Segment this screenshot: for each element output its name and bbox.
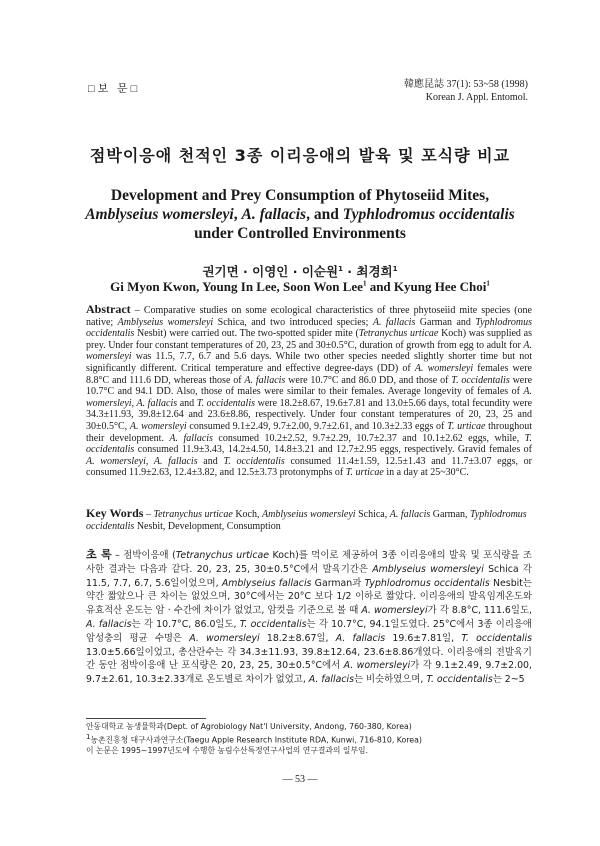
authors-kr-part2: · 최경희: [342, 264, 393, 279]
abstract-kr-text: 는 각 10.7°C, 86.0일도,: [131, 618, 240, 630]
abstract-text: consumed 9.1±2.49, 9.7±2.00, 9.7±2.61, and 10.3±2.33 eggs of: [186, 420, 448, 432]
abstract-species: Typhlodromus occidentalis: [86, 316, 532, 340]
authors-en-part1: Gi Myon Kwon, Young In Lee, Soon Won Lee: [110, 279, 363, 294]
section-label: □보 문□: [88, 83, 141, 95]
keywords-text: Garman,: [430, 509, 471, 520]
abstract-species: T. occidentalis: [86, 432, 532, 456]
title-line-3: under Controlled Environments: [194, 225, 406, 242]
title-species-1: Amblyseius womersleyi: [85, 206, 234, 223]
title-sep-1: ,: [233, 206, 242, 223]
authors-en-part2: and Kyung Hee Choi: [366, 279, 487, 294]
abstract-species: T. occidentalis: [451, 374, 510, 386]
abstract-species: T. occidentalis: [196, 397, 256, 409]
abstract-text: and: [177, 397, 197, 409]
journal-en: Korean J. Appl. Entomol.: [425, 92, 528, 103]
abstract-kr-text: Schica 각 11.5, 7.7, 6.7, 5.6일이었으며,: [86, 563, 532, 589]
title-species-3: Typhlodromus occidentalis: [342, 206, 515, 223]
title-english: [60, 186, 540, 243]
abstract-kr-text: Koch)를 먹이로 제공하여 3종 이리응애의 발육 및 포식량을 조사한 결과는 다음과 같다. 20, 23, 25, 30±0.5°C에서 발육기간은: [86, 550, 532, 575]
keywords-species: A. fallacis: [389, 509, 431, 520]
footnotes: [86, 722, 532, 757]
authors-kr-sup2: 1: [392, 264, 398, 273]
abstract-kr-species: Amblyseius womersleyi: [372, 563, 484, 575]
footnote-text: 농촌진흥청 대구사과연구소(Taegu Apple Research Institute RDA, Kunwi, 716-810, Korea): [90, 736, 422, 745]
title-species-2: A. fallacis: [241, 206, 307, 223]
abstract-kr-text: 18.2±8.67일,: [259, 632, 336, 644]
abstract-species: A. womersleyi, A. fallacis: [86, 386, 532, 409]
journal-citation: [404, 78, 528, 104]
abstract-kr-species: Typhlodromus occidentalis: [364, 577, 490, 589]
abstract-kr-text: 는 2~5: [492, 674, 525, 686]
abstract-kr-text: 19.6±7.81일,: [385, 632, 462, 644]
authors-en-sup1: 1: [362, 279, 367, 288]
abstract-kr-species: A. womersleyi: [361, 605, 428, 617]
abstract-text: Schica, and two introduced species;: [213, 316, 373, 328]
abstract-species: T. urticae: [447, 420, 486, 432]
abstract-kr-label: 초 록: [86, 548, 112, 561]
footnote-divider: [86, 718, 206, 719]
title-sep-2: , and: [306, 206, 343, 223]
authors-kr-part1: 권기면 · 이영인 · 이순원: [202, 264, 339, 279]
abstract-text: females were 8.8°C and 111.6 DD, whereas those of: [86, 362, 532, 386]
abstract-species: Amblyseius womersleyi: [117, 316, 214, 328]
abstract-text: consumed 11.4±1.59, 12.5±1.43 and 11.7±3.07 eggs, or consumed 11.9±2.63, 12.4±3.82, and 12.5±3.73 protonymphs of: [86, 455, 532, 479]
abstract-species: A. fallacis: [244, 374, 286, 386]
footnote-affiliation-1: 안동대학교 농생물학과(Dept. of Agrobiology Nat'l University, Andong, 760-380, Korea): [86, 722, 412, 731]
keywords-species: Tetranychus urticae: [153, 509, 233, 520]
abstract-text: consumed 10.2±2.52, 9.7±2.29, 10.7±2.37 and 10.1±2.62 eggs, while,: [212, 432, 525, 444]
authors-english: [0, 279, 600, 295]
abstract-korean: [86, 548, 532, 687]
footnote-sup: 1: [86, 733, 91, 742]
abstract-text: was 11.5, 7.7, 6.7 and 5.6 days. While two other species needed slightly shorter time but not significantly different. Critical temperature and effective degree-days (DD) of: [86, 351, 532, 374]
abstract-text: were 18.2±8.67, 19.6±7.81 and 13.0±5.66 days, total fecundity were 34.3±11.93, 39.8±12.64 and 23.6±8.86, respectively. Under four constant temperatures of 20, 23, 25 and 30±0.5°C,: [86, 397, 533, 432]
abstract-species: A. womersleyi: [129, 420, 187, 432]
abstract-kr-species: Amblyseius fallacis: [221, 577, 312, 589]
authors-korean: [0, 262, 600, 280]
keywords-text: Schica,: [355, 509, 390, 520]
abstract-text: Nesbit) were carried out. The two-spotted spider mite (: [134, 328, 359, 340]
abstract-english: [86, 304, 532, 479]
abstract-kr-species: A. fallacis: [86, 618, 132, 630]
abstract-kr-species: A. fallacis: [308, 674, 354, 686]
journal-kr: 韓應昆誌 37(1): 53~58 (1998): [403, 79, 528, 90]
abstract-text: Koch) was supplied as prey. Under four constant temperatures of 20, 23, 25 and 30±0.5°C, duration of growth from egg to adult for: [86, 328, 532, 351]
page-number: — 53 —: [282, 774, 318, 785]
keywords-text: Nesbit, Development, Consumption: [134, 520, 281, 532]
abstract-kr-text: 가 각 9.1±2.49, 9.7±2.00, 9.7±2.61, 10.3±2.33개로 온도별로 차이가 없었고,: [86, 660, 532, 686]
authors-kr-sup1: 1: [338, 264, 343, 273]
abstract-text: consumed 11.9±3.43, 14.2±4.50, 14.8±3.21 and 12.7±2.95 eggs, respectively. Gravid females of: [134, 444, 532, 456]
abstract-text: were 10.7°C and 86.0 DD, and those of: [285, 374, 452, 386]
authors-en-sup2: 1: [486, 279, 490, 288]
abstract-kr-species: Tetranychus urticae: [175, 550, 270, 561]
footnote-funding: 이 논문은 1995~1997년도에 수행한 농림수산특정연구사업의 연구결과의 일부임.: [86, 746, 368, 756]
abstract-kr-species: T. occidentalis: [426, 674, 493, 686]
abstract-kr-text: 가 각 8.8°C, 111.6일도,: [427, 605, 532, 617]
keywords-species: Typhlodromus occidentalis: [86, 509, 527, 532]
abstract-text: Garman and: [415, 316, 476, 328]
abstract-text: and: [197, 455, 224, 467]
abstract-kr-text: 13.0±5.66일이었고, 총산란수는 각 34.3±11.93, 39.8±12.64, 23.6±8.86개였다. 이리응애의 전발육기간 동안 점박이응애 난 포식량은 20, 23, 25, 30±0.5°C에서: [86, 646, 532, 672]
abstract-kr-text: 는 각 10.7°C, 94.1일도였다. 25°C에서 3종 이리응애 암성충의 평균 수명은: [86, 618, 532, 644]
keywords-label: Key Words: [86, 506, 144, 520]
abstract-species: T. occidentalis: [223, 455, 285, 467]
abstract-kr-text: Garman과: [311, 577, 365, 589]
keywords-text: Koch,: [232, 509, 262, 520]
keywords: [86, 508, 532, 533]
keywords-species: Amblyseius womersleyi: [261, 509, 356, 520]
abstract-kr-text: – 점박이응애 (: [111, 550, 176, 561]
abstract-kr-species: A. fallacis: [335, 632, 386, 644]
title-line-2: [60, 205, 540, 224]
abstract-species: A. womersleyi: [414, 362, 474, 374]
abstract-kr-text: Nesbit는 약간 짧았으나 큰 차이는 없었으며, 30°C에서는 20°C 보다 1/2 이하로 짧았다. 이리응애의 발육임계온도와 유효적산 온도는 암 · 수간에 차이가 없었고, 암컷을 기준으로 볼 때: [86, 577, 532, 617]
abstract-species: T. urticae: [345, 467, 384, 479]
abstract-text: were 10.7°C and 94.1 DD. Also, those of males were similar to their females. Average longevity of females of: [86, 374, 533, 398]
abstract-text: in a day at 25~30°C.: [383, 467, 469, 479]
abstract-species: A. fallacis: [372, 316, 416, 328]
abstract-kr-text: 는 비슷하였으며,: [353, 674, 427, 686]
abstract-kr-species: A. womersleyi: [189, 632, 260, 644]
abstract-kr-species: T. occidentalis: [461, 632, 532, 644]
abstract-text: throughout their development.: [86, 420, 532, 444]
abstract-kr-species: T. occidentalis: [239, 618, 307, 630]
abstract-label: Abstract: [86, 302, 131, 316]
abstract-kr-species: A. womersleyi: [343, 660, 411, 672]
keywords-text: –: [143, 509, 154, 520]
title-korean: 점박이응애 천적인 3종 이리응애의 발육 및 포식량 비교: [89, 146, 511, 165]
abstract-species: A. fallacis: [169, 432, 213, 444]
abstract-species: A. womersleyi: [86, 339, 532, 363]
abstract-species: A. womersleyi, A. fallacis: [86, 455, 198, 467]
abstract-species: Tetranychus urticae: [358, 328, 439, 340]
abstract-text: – Comparative studies on some ecological characteristics of three phytoseiid mite species (one native;: [86, 305, 532, 328]
title-line-1: Development and Prey Consumption of Phytoseiid Mites,: [110, 187, 490, 204]
footnote-affiliation-2: [86, 732, 532, 746]
